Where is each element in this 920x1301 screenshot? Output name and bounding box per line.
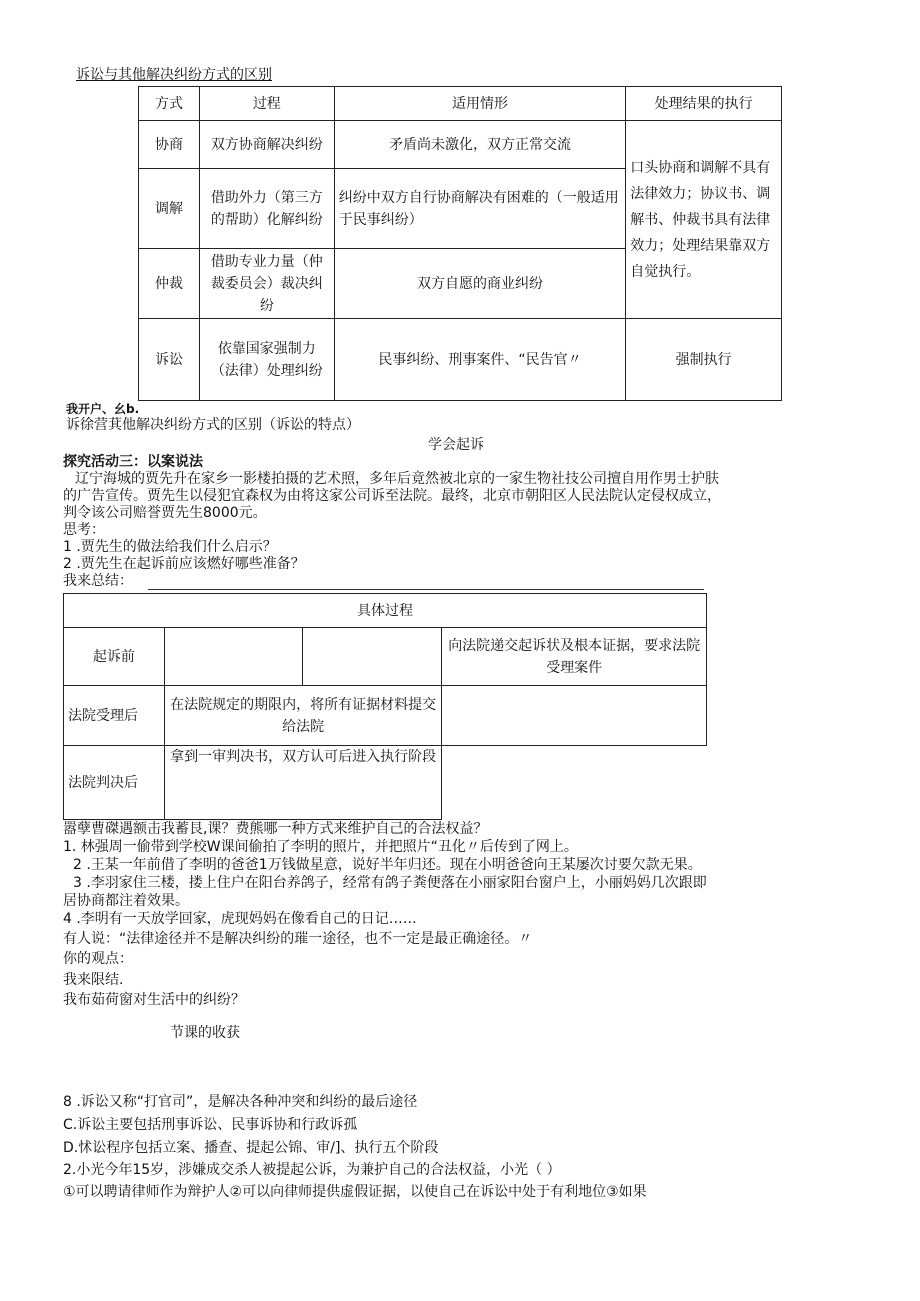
before-text: 向法院递交起诉状及根本证据，要求法院受理案件 (442, 628, 707, 686)
row-way: 诉讼 (139, 319, 200, 401)
activity-title: 探究活动三：以案说法 (63, 454, 203, 470)
summary-label: 我来总结： (63, 573, 133, 589)
summary-line (148, 589, 704, 590)
merged-result: 口头协商和调解不具有法律效力；协议书、调解书、仲裁书具有法律效力；处理结果靠双方自觉执行。 (626, 121, 782, 319)
think-label: 思考： (63, 522, 105, 538)
comparison-table (138, 86, 782, 401)
row-process: 双方协商解决纠纷 (199, 121, 334, 169)
quiz-line: ①可以聘请律师作为辩护人②可以向律师提供虚假证据，以使自己在诉讼中处于有利地位③如果 (63, 1184, 647, 1200)
question-2: 2 .贾先生在起诉前应该燃好哪些准备？ (63, 556, 305, 572)
section-title: 诉讼与其他解决纠纷方式的区别 (76, 67, 272, 83)
practice-item: 2 .王某一年前借了李明的爸爸1万钱做星意，说好半年归还。现在小明爸爸向王某屡次讨要欠款无果。 (73, 857, 702, 873)
quiz-line: D.怵讼程序包括立案、播查、提起公锦、审/]、执行五个阶段 (63, 1140, 439, 1156)
row-process: 借助专业力量（仲裁委员会）裁决纠纷 (199, 249, 334, 319)
quiz-line: 2.小光今年15岁，涉嫌成交杀人被提起公诉，为兼护自己的合法权益，小光（ ） (63, 1162, 561, 1178)
header-result: 处理结果的执行 (626, 87, 782, 121)
row-case: 矛盾尚未激化，双方正常交流 (334, 121, 626, 169)
story-line: 辽宁海城的贾先升在家乡一影楼拍摄的艺术照，多年后竟然被北京的一家生物社技公司擅自用作男士护肤 (75, 471, 719, 487)
judged-label: 法院判决后 (64, 746, 165, 820)
garbled-heading: 诉徐营萁他解决纠纷方式的区别（诉讼的特点） (66, 417, 360, 433)
row-way: 调解 (139, 169, 200, 249)
header-way: 方式 (139, 87, 200, 121)
judged-text: 拿到一审判决书，双方认可后进入执行阶段 (164, 746, 442, 820)
face-question: 我布茹荷窗对生活中的纠纷？ (63, 992, 245, 1008)
question-1: 1 .贾先生的做法给我们什么启示？ (63, 539, 277, 555)
learn-title: 学会起诉 (428, 437, 484, 453)
row-case: 双方自愿的商业纠纷 (334, 249, 626, 319)
before-label: 起诉前 (64, 628, 165, 686)
practice-intro: 嚣孽曹磔遇额击我蓄艮,课？费熊哪一种方式来维护自己的合法权益？ (63, 821, 488, 837)
someone-says: 有人说：“法律途径并不是解决纠纷的璀一途径，也不一定是最正确途径。〃 (63, 931, 533, 947)
conclude-label: 我来限结. (63, 972, 124, 988)
accepted-text: 在法院规定的期限内，将所有证据材料提交给法院 (164, 686, 442, 746)
row-way: 协商 (139, 121, 200, 169)
quiz-line: C.诉讼主要包括刑事诉讼、民事诉协和行政诉孤 (63, 1117, 358, 1133)
view-label: 你的观点： (63, 951, 133, 967)
header-process: 过程 (199, 87, 334, 121)
practice-item: 居协商都注着效果。 (63, 893, 189, 909)
accepted-blank (442, 686, 707, 746)
row-process: 依靠国家强制力（法律）处理纠纷 (199, 319, 334, 401)
process-header: 具体过程 (64, 594, 707, 628)
story-line: 判令该公司赔誉贾先生8000元。 (63, 505, 267, 521)
row-way: 仲裁 (139, 249, 200, 319)
row-process: 借助外力（第三方的帮助）化解纠纷 (199, 169, 334, 249)
row-case: 民事纠纷、刑事案件、“民告官〃 (334, 319, 626, 401)
row-case: 纠纷中双方自行协商解决有困难的（一般适用于民事纠纷） (334, 169, 626, 249)
quiz-line: 8 .诉讼又称“打官司”，是解决各种冲突和纠纷的最后途径 (63, 1094, 418, 1110)
practice-item: 3 .李羽家住三楼，搂上住户在阳台养鸽子，经常有鸽子粪便落在小丽家阳台窗户上，小丽妈妈几次跟即 (73, 875, 707, 891)
gains-title: 节课的收获 (170, 1025, 240, 1041)
before-blank-1 (164, 628, 302, 686)
judged-empty (442, 746, 707, 820)
accepted-label: 法院受理后 (64, 686, 165, 746)
story-line: 的广告宣传。贾先生以侵犯宜森权为由将这家公司诉至法院。最终，北京市朝阳区人民法院认定侵权成立， (63, 488, 721, 504)
header-case: 适用情形 (334, 87, 626, 121)
before-blank-2 (302, 628, 442, 686)
process-table (63, 593, 707, 820)
garbled-note: 我开户、幺b. (66, 402, 140, 416)
row-result: 强制执行 (626, 319, 782, 401)
practice-item: 4 .李明有一天放学回家，虎现妈妈在像看自己的日记…… (63, 911, 417, 927)
practice-item: 1. 林强周一偷带到学校W课间偷拍了李明的照片，并把照片“丑化〃后传到了网上。 (63, 839, 578, 855)
